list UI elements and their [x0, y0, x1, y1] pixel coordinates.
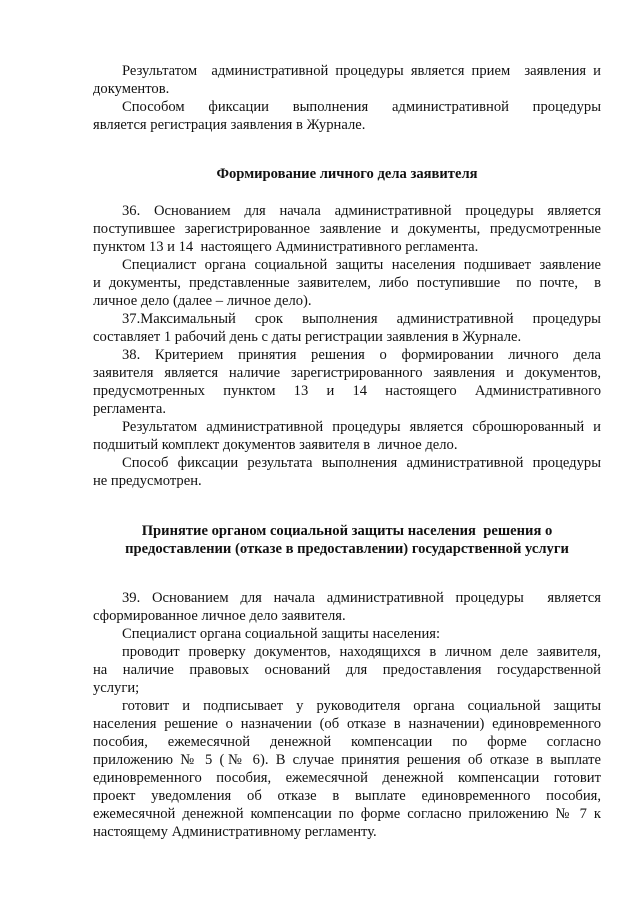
paragraph-line: поступившее зарегистрированное заявление и документы, предусмотренные — [93, 221, 601, 237]
paragraph-line: единовременного пособия, ежемесячной денежной компенсации готовит — [93, 770, 601, 786]
paragraph-line: Результатом административной процедуры является сброшюрованный и — [122, 419, 601, 435]
paragraph-line: услуги; — [93, 680, 140, 696]
paragraph-line: Способ фиксации результата выполнения административной процедуры — [122, 455, 601, 471]
paragraph-line: населения решение о назначении (об отказе в назначении) единовременного — [93, 716, 601, 732]
paragraph-line: Специалист органа социальной защиты населения: — [122, 626, 441, 642]
section-heading: предоставлении (отказе в предоставлении) государственной услуги — [125, 541, 569, 557]
paragraph-line: настоящему Административному регламенту. — [93, 824, 377, 840]
paragraph-line: и документы, представленные заявителем, либо поступившие по почте, в — [93, 275, 601, 291]
paragraph-line: предусмотренных пунктом 13 и 14 настоящего Административного — [93, 383, 601, 399]
paragraph-line: готовит и подписывает у руководителя органа социальной защиты — [122, 698, 601, 714]
paragraph-line: заявителя является наличие зарегистрированного заявления и документов, — [93, 365, 601, 381]
paragraph-line: 36. Основанием для начала административной процедуры является — [122, 203, 601, 219]
paragraph-line: является регистрация заявления в Журнале. — [93, 117, 366, 133]
paragraph-line: составляет 1 рабочий день с даты регистрации заявления в Журнале. — [93, 329, 522, 345]
paragraph-line: 37.Максимальный срок выполнения административной процедуры — [122, 311, 601, 327]
paragraph-line: приложению № 5 (№ 6). В случае принятия решения об отказе в выплате — [93, 752, 601, 768]
paragraph-line: 39. Основанием для начала административной процедуры является — [122, 590, 601, 606]
paragraph-line: подшитый комплект документов заявителя в личное дело. — [93, 437, 458, 453]
paragraph-line: проект уведомления об отказе в выплате единовременного пособия, — [93, 788, 601, 804]
paragraph-line: проводит проверку документов, находящихся в личном деле заявителя, — [122, 644, 601, 660]
paragraph-line: сформированное личное дело заявителя. — [93, 608, 346, 624]
paragraph-line: пунктом 13 и 14 настоящего Административного регламента. — [93, 239, 479, 255]
paragraph-line: пособия, ежемесячной денежной компенсации по форме согласно — [93, 734, 601, 750]
paragraph-line: не предусмотрен. — [93, 473, 202, 489]
paragraph-line: ежемесячной денежной компенсации по форме согласно приложению № 7 к — [93, 806, 601, 822]
section-heading: Принятие органом социальной защиты населения решения о — [141, 523, 553, 539]
paragraph-line: документов. — [93, 81, 170, 97]
paragraph-line: регламента. — [93, 401, 166, 417]
paragraph-line: Результатом административной процедуры является прием заявления и — [122, 63, 601, 79]
paragraph-line: 38. Критерием принятия решения о формировании личного дела — [122, 347, 601, 363]
paragraph-line: Специалист органа социальной защиты населения подшивает заявление — [122, 257, 601, 273]
paragraph-line: личное дело (далее – личное дело). — [93, 293, 312, 309]
paragraph-line: Способом фиксации выполнения административной процедуры — [122, 99, 601, 115]
section-heading: Формирование личного дела заявителя — [216, 166, 478, 182]
paragraph-line: на наличие правовых оснований для предоставления государственной — [93, 662, 601, 678]
